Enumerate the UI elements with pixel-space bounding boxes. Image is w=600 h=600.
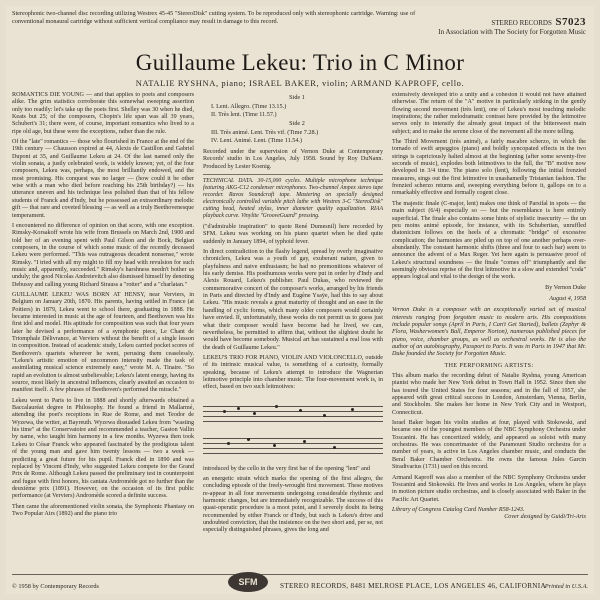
catalog-block xyxy=(438,18,586,37)
signature-date: August 4, 1958 xyxy=(549,295,586,302)
author-bio: Vernon Duke is a composer with an exceptionally varied set of musical interests ranging from forgotten music to modern arts. His compositions include popular songs (April in Paris, I Can't Get Started), ballets (Zephyr & Flora, Washerwomen's Ball, Emperor Norton), numerous published pieces for piano, voice, chamber groups, as well as orchestral works. He is also the author of an autobiography, Passport to Paris. It was in Paris in 1947 that Mr. Duke founded the Society for Forgotten Music. xyxy=(392,307,586,358)
performers-line: NATALIE RYSHNA, piano; ISRAEL BAKER, violin; ARMAND KAPROFF, cello. xyxy=(135,78,465,88)
recording-credits: Recorded under the supervision of Vernon Duke at Contemporary Records' studio in Los Angeles, July 1958. Sound by Roy DuNann. Produced by Lester Koenig. xyxy=(203,149,383,170)
paragraph: an energetic strain which marks the opening of the first allegro, the concluding episode of the freely-wrought first movement. These motives re-appear in all four movements undergoing considerable rhythmic and harmonic changes, but are immediately recognizable. The success of this quasi-operatic procedure is a moot point, and I severely doubt its being recommended by either Franck or d'Indy, but such is Lekeu's drive and undoubted conviction, that the insistence on the two short and, per se, not especially distinguished phrases, gives the long and xyxy=(203,475,383,534)
association-line: In Association with The Society for Forgotten Music xyxy=(438,28,586,36)
paragraph: Lekeu went to Paris to live in 1888 and shortly afterwards obtained a Baccalauréat degree in Philosophy. He found a friend in Mallarmé, attending the poet's receptions in Rue de Rome, and met Teodor de Wyzewa, the writer, at Bayreuth. Wyzewa dissuaded Lekeu from "wasting his time" at the Conservatoire and recommended a teacher, Gaston Vallin by name, who taught him harmony in a few months. Wyzewa then took Lekeu to César Franck who appeared fascinated by the prodigious talent of the young man and gave him twenty lessons — two a week — predicting a great future for his pupil. Franck died in 1890 and was replaced by Vincent d'Indy, who suggested Lekeu compete for the Grand Prix de Rome. Although Lekeu passed the preliminary test in counterpoint and fugue with first honors, his cantata Andromède got no further than the deuxième prix (1891). However, on the occasion of its first public performance (at Verviers) Andromède scored a definite success. xyxy=(12,397,194,500)
label-name: STEREO RECORDS xyxy=(491,19,552,27)
track-item: IV. Lent. Animé. Lent. (Time 11.54.) xyxy=(211,137,303,144)
technical-data: TECHNICAL DATA. 30-15,000 cycles. Multiple microphone technique featuring AKG-C12 condenser microphones. Two-channel Ampex stereo tape recorder. Ravox Soundcraft tape. Mastering on specially designed electronically controlled variable pitch lathe with Westrex 3-C "StereoDisk" cutting head, heated stylus, inner diameter quality equalization. RIAA playback curve. Vinylite "GrooveGuard" pressing. xyxy=(203,174,383,220)
paragraph: The Third Movement (très animé), a fairly macabre scherzo, in which the tornado of swift arpeggios (piano) and boldly syncopated effects in the two strings is capriciously halted almost at the beginning (after some seventy-five seconds of music), explodes both leitmotives to the full, the "B" motive now developed in 3/4 time. The piano solo (lent), following the initial frenzied measures, sings out the first leitmotive in unashamedly Tristanian fashion. The frenzied scherzo returns and, sweeping everything before it, gallops on to a remarkably effective and formally cogent close. xyxy=(392,139,586,197)
liner-notes-column-2 xyxy=(203,92,383,570)
paragraph: In direct contradiction to the flashy legend, spread by overly imaginative chroniclers, Lekeu was a youth of gay, exuberant nature, given to playfulness and naive enthusiasm; he had no premonitions whatever of his early demise. His posthumous works were put in order by d'Indy and Alexis Rouard, Lekeu's publisher. Paul Dukas, who reviewed the commemorative concert of the composer's works, arranged by his friends in Paris and directed by d'Indy and Eugène Ysaÿe, had this to say about Lekeu. "His music reveals a great maturity of thought and an ease in the handling of cyclic forms, which many older composers would certainly have envied. If, unfortunately, these works do not permit us to guess just what their composer would have become had he lived, we can, nevertheless, be permitted to affirm that, without the slightest doubt he would have become somebody. Musical art has sustained a real loss with the death of Guillaume Lekeu." xyxy=(203,249,383,351)
paragraph: The majestic finale (C-major, lent) makes one think of Parsifal in spots — the main subject (6/4) especially so — but the resemblance is here entirely superficial. The finale also contains some hints of stylistic insecurity — the un peu moins animé episode, for instance, with its Schubertian, unruffled diatonicism follows on the heels of a chromatic "bridge" of excessive complication; the harmonies are piled up on top of one another perhaps over-abundantly. The constant harmonic shifts (three and four to each bar) seem to announce the advent of a Max Reger. Yet here again is persuasive proof of Lekeu's structural soundness — the finale "comes off" triumphantly and the seemingly obvious reprise of the first leitmotive in a slow and extended "coda" appears logical and vital to the design of the work. xyxy=(392,200,586,281)
footer-divider xyxy=(12,574,588,575)
paragraph: Then came the aforementioned violin sonata, the Symphonic Phantasy on Two Popular Airs (1892) and the piano trio xyxy=(12,503,194,517)
cover-credit: Cover designed by Guidi/Tri-Arts xyxy=(504,514,586,521)
sfm-logo: SFM xyxy=(228,572,268,592)
track-listing xyxy=(211,94,383,145)
copyright: © 1958 by Contemporary Records xyxy=(12,582,99,590)
paragraph: ROMANTICS DIE YOUNG — and that applies to poets and composers alike. The grim statistics corroborate this somewhat sweeping assertion only too readily: let's take up the poets first. Shelley was 30 when he died, Keats but 25; of the composers, Chopin's life span was all 39 years, Schubert's 31; there were, of course, important romantics who lived to a ripe old age, but these were the exceptions, rather than the rule. xyxy=(12,92,194,135)
track-item: III. Très animé. Lent. Très vif. (Time 7.28.) xyxy=(211,129,319,136)
paragraph: ("d'admirable inspiration" to quote René Dumesnil) here recorded by SFM. Lekeu was working on his piano quartet when he died quite suddenly in January 1894, of typhoid fever. xyxy=(203,224,383,245)
paragraph: Of the "late" romantics — those who flourished in France at the end of the 19th century — Chausson expired at 44, Alexis de Castillon and Gabriel Dupont at 35, and Guillaume Lekeu at 24. Of the last named only the violin sonata, a justly celebrated work, is widely known; yet, of the four composers, Lekeu was, perhaps, the most brilliantly endowed, and the most promising. His conquest was no larger — (how could it be other wise with a man who died before reaching his 25th birthday?) — his utterance uneven and his technique less polished than that of his fellow students of Franck and d'Indy, but he possessed an extraordinary melodic gift — that rare and coveted blessing — as well as a truly Beethovenesque temperament. xyxy=(12,139,194,219)
stereo-notice: Stereophonic two-channel disc recording utilizing Westrex 45-45 "StereoDisk" cutting system. To be reproduced only with stereophonic cartridge. Warning: use of conventional monaural cartridge without sufficient vertical compliance may result in damage to this record. xyxy=(12,10,416,25)
library-of-congress: Library of Congress Catalog Card Number R58-1243. xyxy=(392,506,525,513)
label-address: STEREO RECORDS, 8481 MELROSE PLACE, LOS ANGELES 46, CALIFORNIA xyxy=(280,582,546,590)
catalog-number: S7023 xyxy=(555,16,586,28)
side-heading: Side 1 xyxy=(289,94,305,101)
paragraph: This album marks the recording debut of Natalie Ryshna, young American pianist who made her New York debut in Town Hall in 1952. Since then she has toured the United States for four seasons; and in the fall of 1957, she appeared with great critical success in London, Amsterdam, Vienna, Berlin, and Stockholm. She makes her home in New York City and in Westport, Connecticut. xyxy=(392,373,586,416)
performers-heading: THE PERFORMING ARTISTS: xyxy=(444,362,534,369)
author-signature: By Vernon Duke xyxy=(545,284,586,291)
paragraph: extensively developed trio a unity and a cohesion it would not have attained otherwise. The return of the "A" motive in particularly striking in the gently flowing second movement (très lent), one of Lekeu's most touching melodic inspirations; the rather melodramatic contrast here provided by the leitmotive serves only to intensify the already great impact of the bittersweet main subject; and to make the serene close of the movement all the more telling. xyxy=(392,92,586,135)
paragraph: LEKEU'S TRIO FOR PIANO, VIOLIN AND VIOLONCELLO, outside of its intrinsic musical value, is something of a curiosity, formally speaking, because of Lekeu's attempt to introduce the Wagnerian leitmotive principle into chamber music. The four-movement work is, in effect, based on two such leitmotives: xyxy=(203,354,383,391)
liner-notes-column-1 xyxy=(12,92,194,570)
side-heading: Side 2 xyxy=(289,120,305,127)
paragraph: GUILLAUME LEKEU WAS BORN AT HENSY, near Verviers, in Belgium on January 20th, 1870. His parents, having settled in France (at Poitiers) in 1879, Lekeu went to school there, graduating in 1888. He became interested in music at the age of fourteen, and Beethoven was his first idol and model. His aptitude for composition was such that four years later he devised a performance of a symphonic piece, Le Chant de Triomphale Délivrance, at Verviers without the benefit of a single lesson in composition. Instead of academic study, Lekeu carried pocket scores of Beethoven's quartets wherever he went, perusing them ceaselessly. "Lekeu's artistic emotion of uncommon intensity made the task of assimilating musical science extremely easy," wrote M. A. Tinaire. "So rapid an evolution is almost unbelievable; Lekeu's latent energy, having its source, most likely in ancestral influences, clearly awaited an occasion to manifest itself. A few phrases of Beethoven's performed the miracle." xyxy=(12,291,194,394)
music-notation-example xyxy=(203,396,383,462)
printed-in: Printed in U.S.A. xyxy=(544,582,588,590)
paragraph: I encountered no difference of opinion on that score, with one exception. Rimsky-Korsakoff wrote his wife from Brussels on March 2nd, 1900 and told her of an evening spent with Paul Gilson and de Bock, Belgian composers, in the course of which some music of the recently deceased Lekeu were performed. "This was outrageous decadent nonsense," wrote Rimsky. "I tried with all my might to fill my head with revulsion for such music and, apparently, succeeded." Rimsky's harshness needn't bother us unduly; the good Nicolas Andreievitch also dismissed himself by denoting Debussy and calling young Richard Strauss a "rotter" and a "charlatan." xyxy=(12,222,194,288)
liner-notes-column-3 xyxy=(392,92,586,570)
paragraph: introduced by the cello in the very first bar of the opening "lent" and xyxy=(203,465,370,472)
album-title: Guillaume Lekeu: Trio in C Minor xyxy=(135,50,465,75)
album-back-cover xyxy=(6,6,594,594)
track-item: I. Lent. Allegro. (Time 13.15.) xyxy=(211,103,287,110)
track-item: II. Très lent. (Time 11.57.) xyxy=(211,111,277,118)
footer xyxy=(12,579,588,593)
paragraph: Armand Kaproff was also a member of the NBC Symphony Orchestra under Toscanini and Stokowski. He lives and works in Los Angeles, where he plays in motion picture studio orchestras, and is closely associated with Baker in the Pacific Art Quartet. xyxy=(392,474,586,503)
paragraph: Israel Baker began his violin studies at four, played with Stokowski, and became one of the youngest members of the NBC Symphony Orchestra under Toscanini. He has concertized widely, and appeared as soloist with many orchestras. He was concertmaster of the Paramount Studio orchestra for a number of years, is active in Los Angeles chamber music, and conducts the Beral Baker Chamber Orchestra. He owns the famous Jules Garcin Stradivarius (1731) used on this record. xyxy=(392,420,586,471)
